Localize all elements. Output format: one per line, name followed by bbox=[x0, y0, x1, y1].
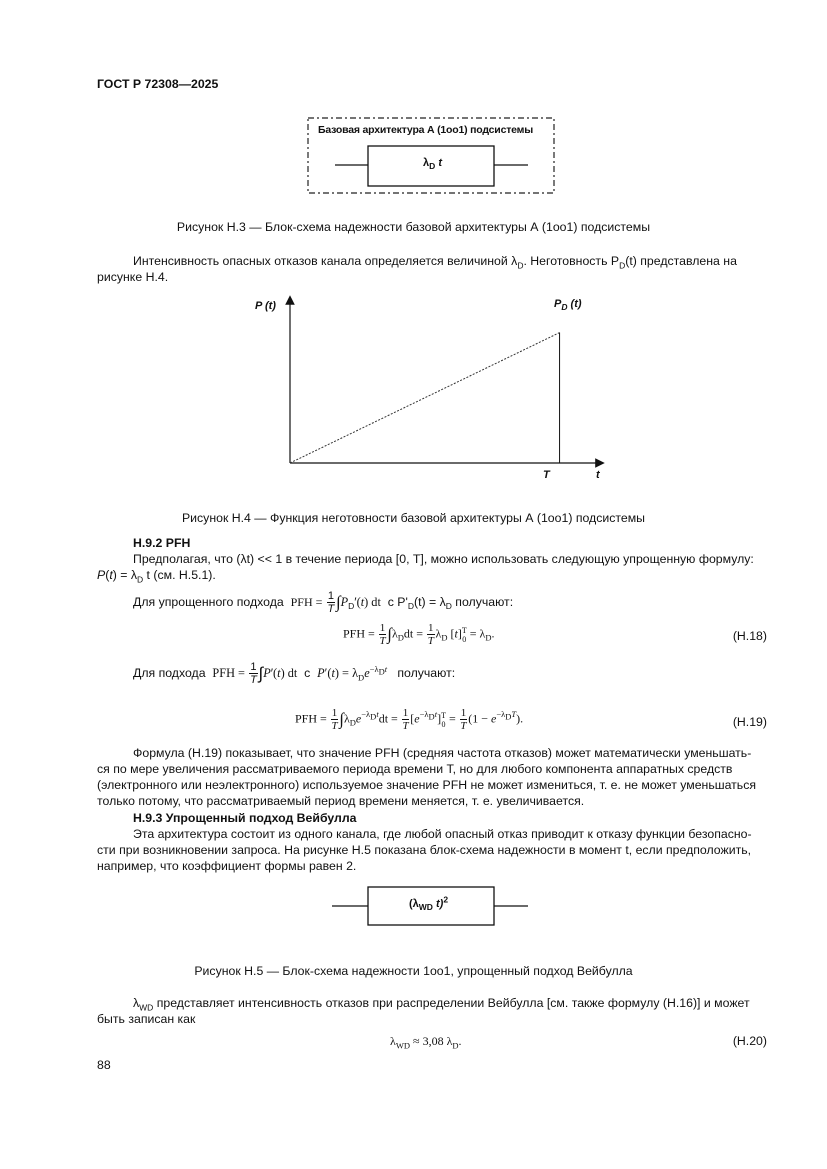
page-number: 88 bbox=[97, 1058, 111, 1072]
x-marker-label-T: T bbox=[543, 469, 550, 481]
formula-paragraph-line3: (электронного или неэлектронного) используемое значение PFH не может измениться, т. е. не может уменьшаться bbox=[97, 778, 757, 792]
equation-h19-number: (Н.19) bbox=[732, 715, 767, 729]
weibull-paragraph-line1: $\lambda_{WD}$ представляет интенсивность отказов при распределении Вейбулла [см. также формулу (Н.16)] и может bbox=[133, 996, 750, 1013]
section-h93-heading: Н.9.3 Упрощенный подход Вейбулла bbox=[133, 811, 357, 825]
figure-h5-caption: Рисунок Н.5 — Блок-схема надежности 1oo1, упрощенный подход Вейбулла bbox=[194, 964, 633, 978]
equation-h20: $\lambda_{WD} \approx 3,08$ $\lambda_D$. bbox=[390, 1034, 462, 1051]
formula-paragraph-line1: Формула (Н.19) показывает, что значение PFH (средняя частота отказов) может математически уменьшать- bbox=[133, 746, 752, 760]
figure-h3-frame-title: Базовая архитектура А (1oo1) подсистемы bbox=[318, 124, 533, 136]
series-line-pd bbox=[290, 333, 560, 463]
section-h93-line2: сти при возникновении запроса. На рисунке Н.5 показана блок-схема надежности в момент t, если предположить, bbox=[97, 843, 752, 857]
x-axis-label: t bbox=[596, 469, 600, 481]
formula-paragraph-line4: только потому, что рассматриваемый период времени меняется, т. е. увеличивается. bbox=[97, 794, 585, 808]
section-h93-line3: например, что коэффициент формы равен 2. bbox=[97, 859, 357, 873]
weibull-paragraph-line2: быть записан как bbox=[97, 1012, 196, 1026]
figure-h5-block-label: ($\lambda_{WD}$ t)$^2$ bbox=[409, 894, 449, 913]
figure-h4-caption: Рисунок Н.4 — Функция неготовности базовой архитектуры А (1oo1) подсистемы bbox=[181, 511, 646, 525]
figure-h3-block-label: $\lambda_D$ t bbox=[423, 157, 442, 172]
approach-line: Для подхода PFH = $\frac{1}{T}$ ∫P′(t) dt с $P'(t) = \lambda_De^{-\lambda_Dt}$ получают: bbox=[133, 661, 456, 686]
section-h92-line2: $P(t) = \lambda_D$ t (см. Н.5.1). bbox=[97, 568, 216, 585]
y-axis-label: P (t) bbox=[255, 300, 276, 312]
equation-h18-number: (Н.18) bbox=[732, 629, 767, 643]
section-h93-line1: Эта архитектура состоит из одного канала, где любой опасный отказ приводит к отказу функции безопасно- bbox=[133, 827, 752, 841]
equation-h18: PFH = $\frac{1}{T}$ $\int\lambda_Ddt$ = $\frac{1}{T}$ $\lambda_D$ [t] T 0 = $\lambda_D$. bbox=[343, 622, 495, 647]
equation-h20-number: (Н.20) bbox=[732, 1034, 767, 1048]
equation-h19: PFH = $\frac{1}{T}$ $\int\lambda_De^{-\lambda_Dt}dt$ = $\frac{1}{T}$ $[e^{-\lambda_Dt}]$ T 0 = $\frac{1}{T}$ $(1 - e^{-\lambda_DT})$. bbox=[295, 707, 524, 732]
formula-paragraph-line2: ся по мере увеличения рассматриваемого периода времени T, но для любого компонента аппаратных средств bbox=[97, 762, 733, 776]
paragraph-intensity: Интенсивность опасных отказов канала определяется величиной $\lambda_D$. Неготовность $P_D(t)$ представлена на bbox=[133, 254, 737, 271]
paragraph-intensity-line2: рисунке Н.4. bbox=[97, 270, 169, 284]
simplified-approach-line: Для упрощенного подхода PFH = $\frac{1}{T}$ $\int P_D'(t)$ dt с $P'_D(t) = \lambda_D$ получают: bbox=[133, 590, 514, 615]
figure-h4-chart bbox=[240, 290, 620, 490]
section-h92-heading: Н.9.2 PFH bbox=[133, 536, 191, 550]
document-header: ГОСТ Р 72308—2025 bbox=[97, 77, 219, 91]
series-label: $P_D$ (t) bbox=[554, 298, 582, 313]
figure-h3-caption: Рисунок Н.3 — Блок-схема надежности базовой архитектуры А (1oo1) подсистемы bbox=[176, 220, 651, 234]
section-h92-line1: Предполагая, что (λt) << 1 в течение периода [0, T], можно использовать следующую упрощенную формулу: bbox=[133, 552, 754, 566]
